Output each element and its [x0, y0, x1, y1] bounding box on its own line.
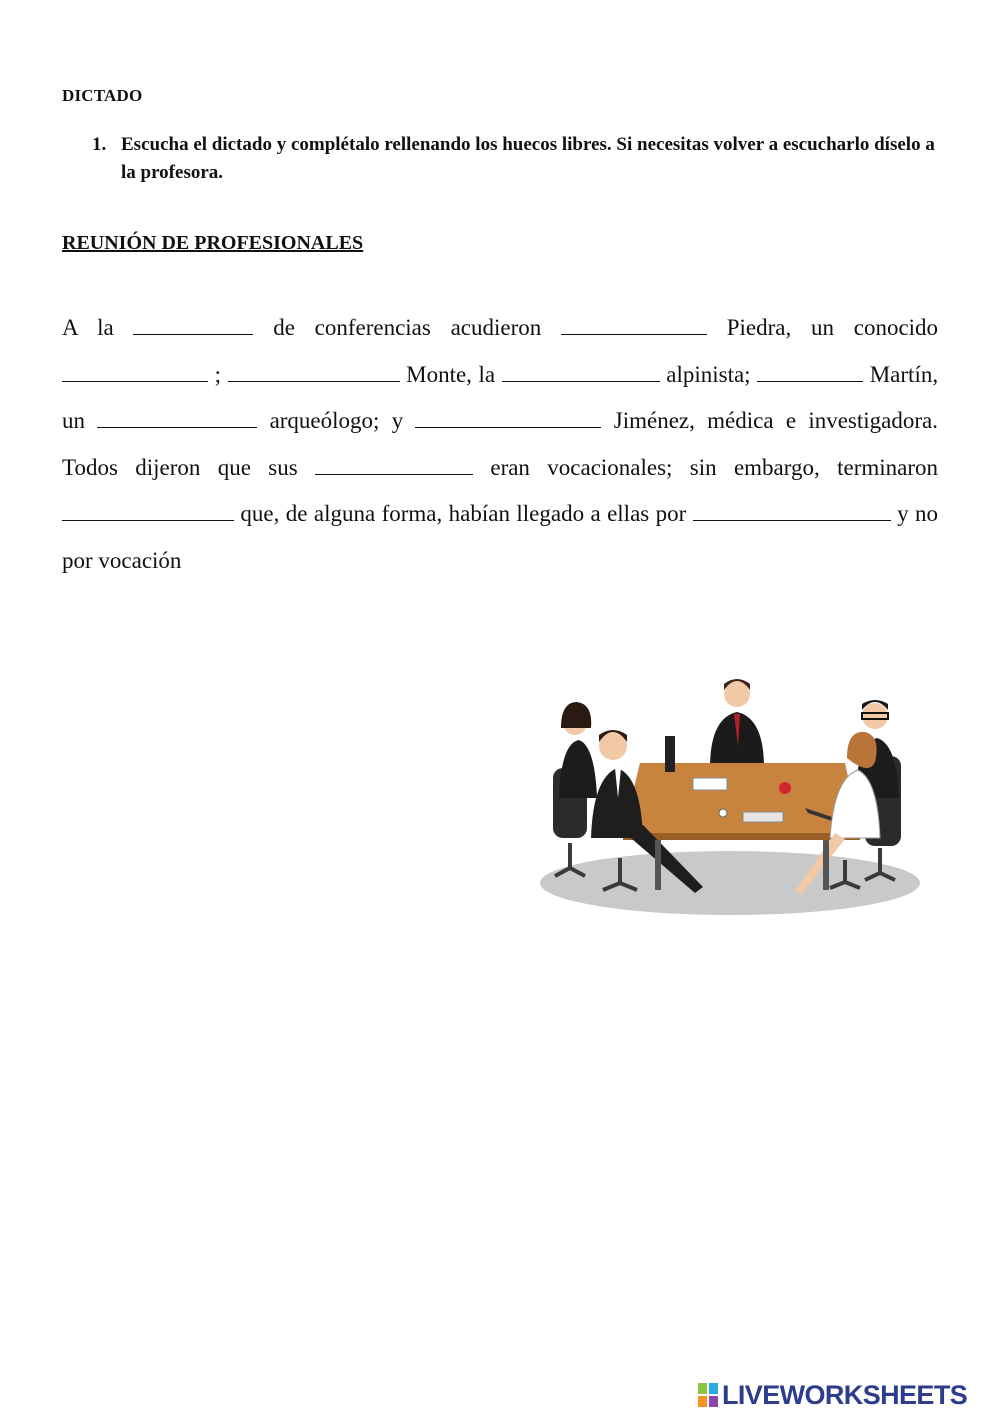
text-segment: y no por vocación: [62, 501, 939, 573]
text-segment: de conferencias acudieron: [273, 315, 542, 340]
blank-input[interactable]: [415, 408, 601, 428]
text-segment: Piedra, un conocido: [726, 315, 939, 340]
blank-input[interactable]: [228, 362, 400, 382]
blank-input[interactable]: [757, 362, 863, 382]
instruction-text: Escucha el dictado y complétalo rellenando los huecos libres. Si necesitas volver a escucharlo díselo a la profesora.: [121, 134, 935, 183]
blank-input[interactable]: [693, 501, 891, 521]
footer-logo: [698, 1380, 967, 1410]
dictation-paragraph: [62, 305, 938, 584]
blank-input[interactable]: [315, 455, 473, 475]
blank-input[interactable]: [97, 408, 257, 428]
text-segment: Martín, un: [62, 361, 939, 433]
blank-input[interactable]: [561, 315, 707, 335]
text-segment: que, de alguna forma, habían llegado a ellas por: [240, 501, 687, 526]
text-segment: arqueólogo; y: [269, 408, 404, 433]
blank-input[interactable]: [502, 362, 660, 382]
business-meeting-illustration: [505, 628, 955, 938]
text-title: REUNIÓN DE PROFESIONALES: [62, 232, 364, 254]
text-segment: Monte, la: [406, 361, 496, 387]
text-segment: Jiménez, médica e investigadora. Todos dijeron que sus: [62, 408, 938, 480]
instruction-number: 1.: [92, 134, 107, 155]
text-segment: ;: [214, 361, 221, 387]
brand-name: LIVEWORKSHEETS: [722, 1379, 968, 1410]
text-segment: alpinista;: [666, 361, 751, 387]
blank-input[interactable]: [62, 362, 208, 382]
worksheet-heading: DICTADO: [62, 86, 143, 105]
blank-input[interactable]: [133, 315, 253, 335]
text-segment: A la: [62, 315, 114, 340]
blank-input[interactable]: [62, 501, 234, 521]
instruction-item: [92, 131, 942, 187]
liveworksheets-logo-icon: [698, 1383, 718, 1407]
text-segment: eran vocacionales; sin embargo, terminaron: [490, 454, 939, 480]
